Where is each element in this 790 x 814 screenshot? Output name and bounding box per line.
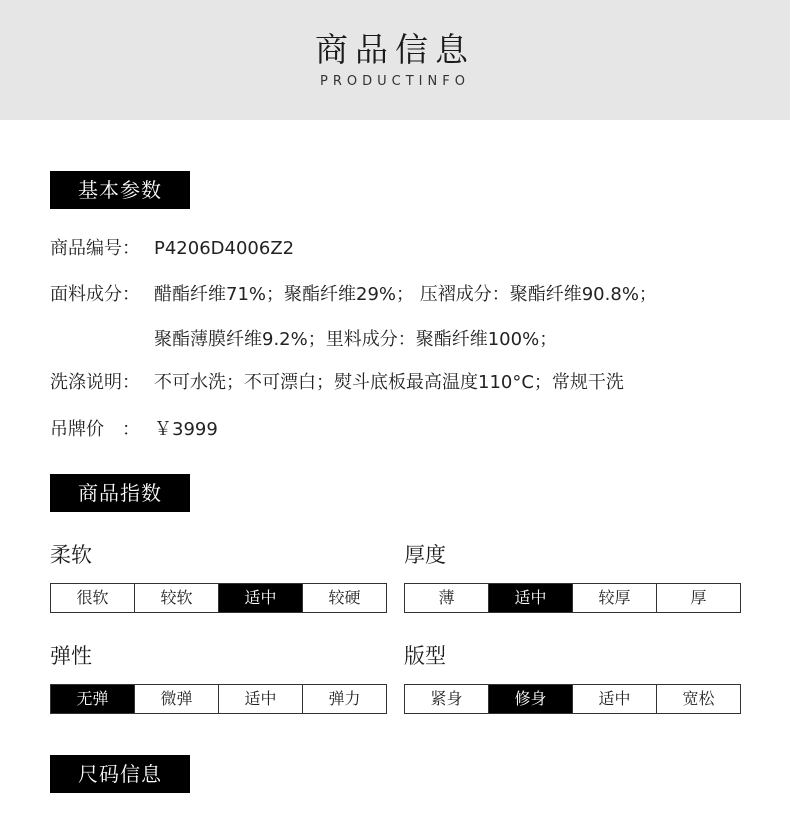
section-heading-index: 商品指数 (50, 474, 190, 512)
page-subtitle: PRODUCTINFO (320, 74, 470, 89)
param-value-code: P4206D4006Z2 (154, 238, 295, 259)
scale-thickness (404, 583, 741, 613)
param-label-code: 商品编号： (50, 238, 140, 259)
attribute-fit (404, 642, 741, 708)
param-value-wash: 不可水洗；不可漂白；熨斗底板最高温度110°C；常规干洗 (154, 372, 624, 393)
attribute-softness (50, 541, 387, 607)
scale-option: 适中 (572, 685, 656, 713)
scale-option: 弹力 (302, 685, 386, 713)
attribute-title-softness: 柔软 (50, 543, 92, 567)
param-label-price: 吊牌价 ： (50, 419, 140, 440)
scale-option-selected: 适中 (488, 584, 572, 612)
page-title: 商品信息 (315, 30, 475, 69)
param-row-price (50, 418, 218, 442)
section-heading-size: 尺码信息 (50, 755, 190, 793)
param-row-code (50, 237, 295, 261)
scale-option-selected: 无弹 (51, 685, 134, 713)
section-heading-basic: 基本参数 (50, 171, 190, 209)
scale-option: 很软 (76, 588, 109, 607)
scale-option: 紧身 (430, 689, 463, 708)
scale-option: 较硬 (302, 584, 386, 612)
page-header (0, 0, 790, 120)
param-value-fabric: 醋酯纤维71%；聚酯纤维29%； 压褶成分：聚酯纤维90.8%； (154, 284, 657, 305)
attribute-thickness (404, 541, 741, 607)
scale-option: 宽松 (656, 685, 740, 713)
attribute-title-thickness: 厚度 (404, 543, 446, 567)
param-row-fabric (50, 283, 657, 307)
scale-option: 较厚 (572, 584, 656, 612)
scale-option: 适中 (218, 685, 302, 713)
param-value-fabric-line2: 聚酯薄膜纤维9.2%；里料成分：聚酯纤维100%； (154, 329, 558, 350)
scale-option: 微弹 (134, 685, 218, 713)
scale-option: 薄 (438, 588, 455, 607)
attribute-title-elasticity: 弹性 (50, 644, 92, 668)
scale-option: 厚 (656, 584, 740, 612)
param-value-price: ￥3999 (154, 419, 218, 440)
scale-softness (50, 583, 387, 613)
scale-option: 较软 (134, 584, 218, 612)
param-label-wash: 洗涤说明： (50, 372, 140, 393)
scale-option-selected: 修身 (488, 685, 572, 713)
scale-option-selected: 适中 (218, 584, 302, 612)
param-label-fabric: 面料成分： (50, 284, 140, 305)
scale-fit (404, 684, 741, 714)
attribute-elasticity (50, 642, 387, 708)
param-row-wash (50, 371, 624, 395)
scale-elasticity (50, 684, 387, 714)
attribute-title-fit: 版型 (404, 644, 446, 668)
